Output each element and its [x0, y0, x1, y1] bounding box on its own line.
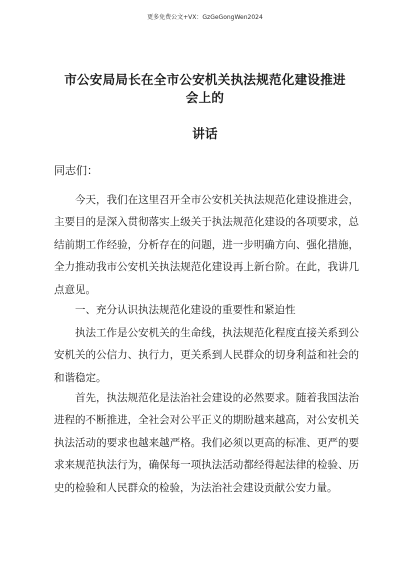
paragraph-intro: 今天，我们在这里召开全市公安机关执法规范化建设推进会，主要目的是深入贯彻落实上级关于执法规范化建设的各项要求，总结前期工作经验，分析存在的问题，进一步明确方向、强化措施，全力推动我市公安机关执法规范化建设再上新台阶。在此，我讲几点意见。 — [54, 194, 359, 296]
paragraph-section1-intro: 执法工作是公安机关的生命线，执法规范化程度直接关系到公安机关的公信力、执行力，更关系到人民群众的切身利益和社会的和谐稳定。 — [54, 327, 359, 384]
section-heading-1: 一、充分认识执法规范化建设的重要性和紧迫性 — [75, 304, 296, 316]
document-title-line2: 讲话 — [192, 126, 218, 141]
document-title-line1: 市公安局局长在全市公安机关执法规范化建设推进会上的 — [64, 72, 346, 105]
paragraph-section1-first: 首先，执法规范化是法治社会建设的必然要求。随着我国法治进程的不断推进，全社会对公平正义的期盼越来越高，对公安机关执法活动的要求也越来越严格。我们必须以更高的标准、更严的要求来规范执法行为，确保每一项执法活动都经得起法律的检验、历史的检验和人民群众的检验，为法治社会建设贡献公安力量。 — [54, 392, 359, 494]
header-note: 更多免费公文+VX：GzGeGongWen2024 — [147, 14, 263, 21]
salutation: 同志们： — [54, 164, 98, 177]
